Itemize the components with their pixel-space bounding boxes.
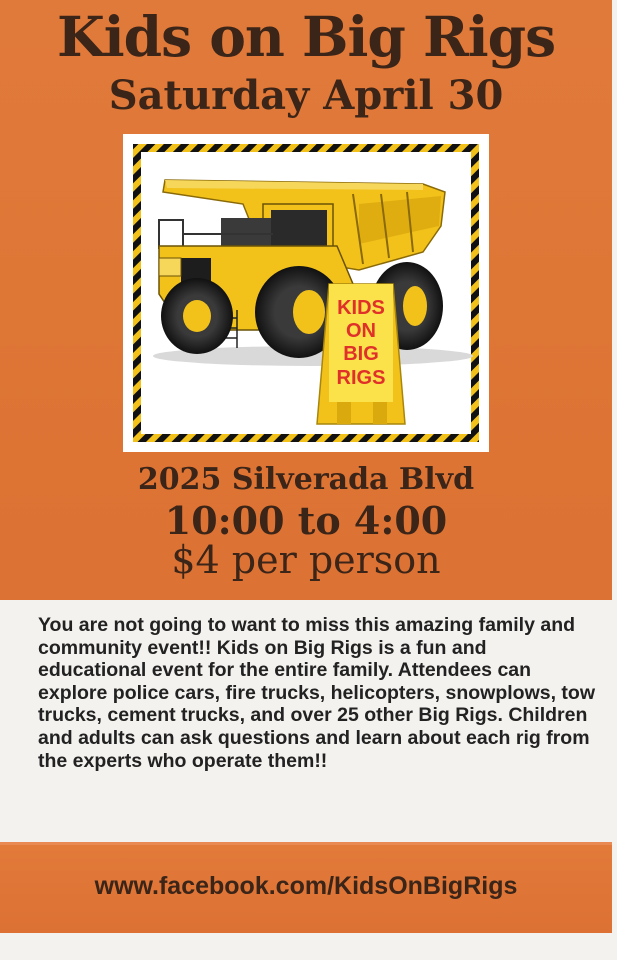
dump-truck-illustration (123, 134, 489, 452)
event-title: Kids on Big Rigs (56, 4, 556, 69)
sign-text-line: BIG (343, 343, 379, 365)
event-hours: 10:00 to 4:00 (164, 498, 448, 543)
event-description: You are not going to want to miss this amazing family and community event!! Kids on Big Rigs is a fun and educational event for the entire family. Attendees can explore police cars, fire trucks, helicopters, snowplows, tow trucks, cement trucks, and over 25 other Big Rigs. Children and adults can ask questions and learn about each rig from the experts who operate them!! (38, 614, 595, 772)
event-price: $4 per person (171, 538, 441, 582)
event-date: Saturday April 30 (108, 72, 504, 119)
sign-text-line: ON (346, 320, 376, 342)
event-address: 2025 Silverada Blvd (137, 462, 475, 497)
kids-on-big-rigs-sign (317, 284, 405, 424)
sign-text-line: RIGS (336, 367, 386, 389)
facebook-url: www.facebook.com/KidsOnBigRigs (94, 872, 518, 900)
sign-text-line: KIDS (337, 297, 385, 319)
dump-truck-image (123, 134, 489, 452)
orange-footer-panel (0, 842, 612, 933)
